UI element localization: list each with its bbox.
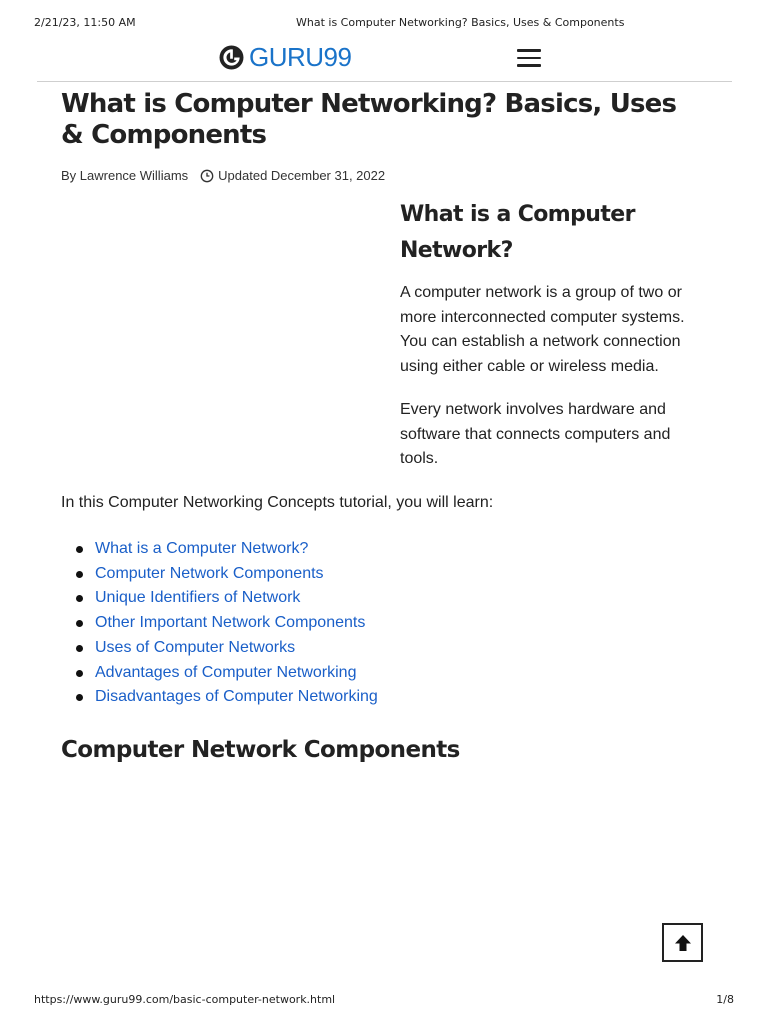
print-url: https://www.guru99.com/basic-computer-network.html xyxy=(34,993,336,1006)
updated-date: Updated December 31, 2022 xyxy=(218,168,386,183)
toc-link-unique-identifiers[interactable]: Unique Identifiers of Network xyxy=(95,589,301,607)
page-title: What is Computer Networking? Basics, Uses & Components xyxy=(61,89,677,150)
toc-item xyxy=(61,562,378,587)
toc-item xyxy=(61,537,378,562)
toc-item xyxy=(61,586,378,611)
author-link[interactable]: By Lawrence Williams xyxy=(61,168,189,183)
intro-heading: What is a Computer Network? xyxy=(400,202,635,263)
site-logo[interactable] xyxy=(219,43,351,71)
toc-item xyxy=(61,636,378,661)
intro-paragraph-1: A computer network is a group of two or more interconnected computer systems. You can establish a network connection using either cable or wireless media. xyxy=(400,284,685,375)
clock-icon xyxy=(200,169,214,183)
arrow-up-icon xyxy=(673,933,693,953)
logo-text: GURU99 xyxy=(249,42,352,72)
print-doc-title: What is Computer Networking? Basics, Uses & Components xyxy=(296,16,625,29)
print-footer xyxy=(34,993,734,1007)
guru99-logo-icon xyxy=(219,45,244,70)
toc-link-network-components[interactable]: Computer Network Components xyxy=(95,564,324,582)
toc-link-what-is-network[interactable]: What is a Computer Network? xyxy=(95,540,309,557)
site-header xyxy=(37,40,732,82)
print-header xyxy=(34,16,734,30)
intro-paragraph-2: Every network involves hardware and software that connects computers and tools. xyxy=(400,401,671,467)
back-to-top-button[interactable] xyxy=(662,923,703,962)
print-page-number: 1/8 xyxy=(716,993,734,1006)
hamburger-menu-icon[interactable] xyxy=(517,49,541,67)
toc-item xyxy=(61,661,378,686)
toc-link-other-components[interactable]: Other Important Network Components xyxy=(95,614,366,632)
toc-item xyxy=(61,685,378,710)
toc-link-uses[interactable]: Uses of Computer Networks xyxy=(95,638,296,656)
toc-link-advantages[interactable]: Advantages of Computer Networking xyxy=(95,663,357,681)
toc-intro: In this Computer Networking Concepts tutorial, you will learn: xyxy=(61,494,494,511)
toc-item xyxy=(61,611,378,636)
byline xyxy=(61,168,385,183)
toc-link-disadvantages[interactable]: Disadvantages of Computer Networking xyxy=(95,688,378,706)
section-heading-components: Computer Network Components xyxy=(61,737,460,763)
table-of-contents xyxy=(61,537,378,710)
print-datetime: 2/21/23, 11:50 AM xyxy=(34,16,136,29)
